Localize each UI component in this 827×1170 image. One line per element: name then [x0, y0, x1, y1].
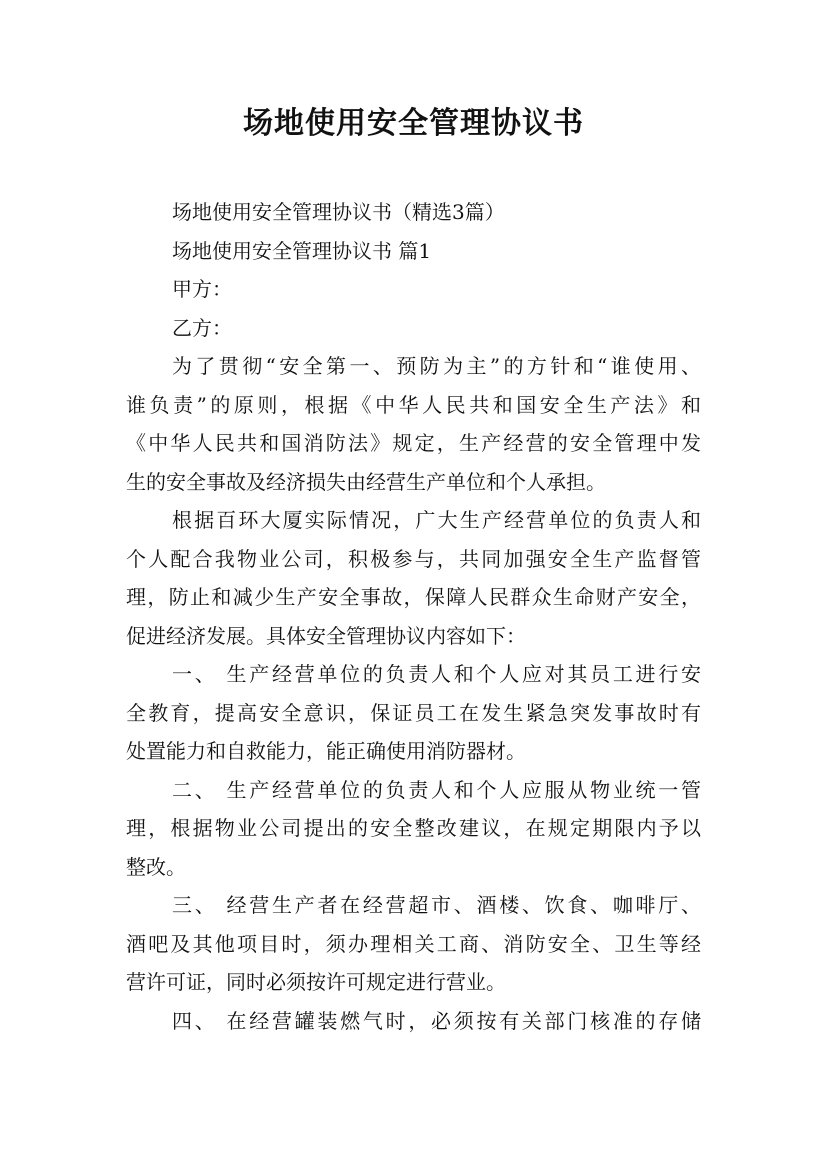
- clause-line: 四、 在经营罐装燃气时，必须按有关部门核准的存储: [172, 1008, 701, 1033]
- document-title: 场地使用安全管理协议书: [243, 106, 584, 141]
- paragraph-line: 促进经济发展。具体安全管理协议内容如下：: [126, 623, 526, 648]
- clause-line: 处置能力和自救能力，能正确使用消防器材。: [126, 739, 526, 763]
- clause-line: 酒吧及其他项目时，须办理相关工商、消防安全、卫生等经: [126, 931, 701, 956]
- party-b-label: 乙方：: [172, 315, 232, 340]
- paragraph-line: 生的安全事故及经济损失由经营生产单位和个人承担。: [126, 469, 606, 494]
- clause-line: 一、 生产经营单位的负责人和个人应对其员工进行安: [172, 662, 701, 686]
- paragraph-line: 理，防止和减少生产安全事故，保障人民群众生命财产安全，: [126, 585, 701, 609]
- paragraph-line: 《中华人民共和国消防法》规定，生产经营的安全管理中发: [126, 431, 701, 455]
- paragraph-line: 谁负责”的原则，根据《中华人民共和国安全生产法》和: [126, 392, 701, 417]
- paragraph-line: 根据百环大厦实际情况，广大生产经营单位的负责人和: [172, 508, 701, 532]
- paragraph-line: 为了贯彻“安全第一、预防为主”的方针和“谁使用、: [172, 354, 701, 378]
- clause-line: 三、 经营生产者在经营超市、酒楼、饮食、咖啡厅、: [172, 893, 701, 917]
- subtitle-line: 场地使用安全管理协议书（精选3篇）: [172, 200, 505, 224]
- clause-line: 全教育，提高安全意识，保证员工在发生紧急突发事故时有: [126, 700, 701, 725]
- clause-line: 营许可证，同时必须按许可规定进行营业。: [126, 970, 506, 994]
- clause-line: 理，根据物业公司提出的安全整改建议，在规定期限内予以: [126, 816, 701, 840]
- section-heading: 场地使用安全管理协议书 篇1: [172, 238, 432, 263]
- clause-line: 二、 生产经营单位的负责人和个人应服从物业统一管: [172, 777, 701, 802]
- document-body: [126, 193, 701, 1040]
- paragraph-line: 个人配合我物业公司，积极参与，共同加强安全生产监督管: [126, 546, 701, 571]
- clause-line: 整改。: [126, 854, 186, 879]
- party-a-label: 甲方：: [172, 277, 232, 301]
